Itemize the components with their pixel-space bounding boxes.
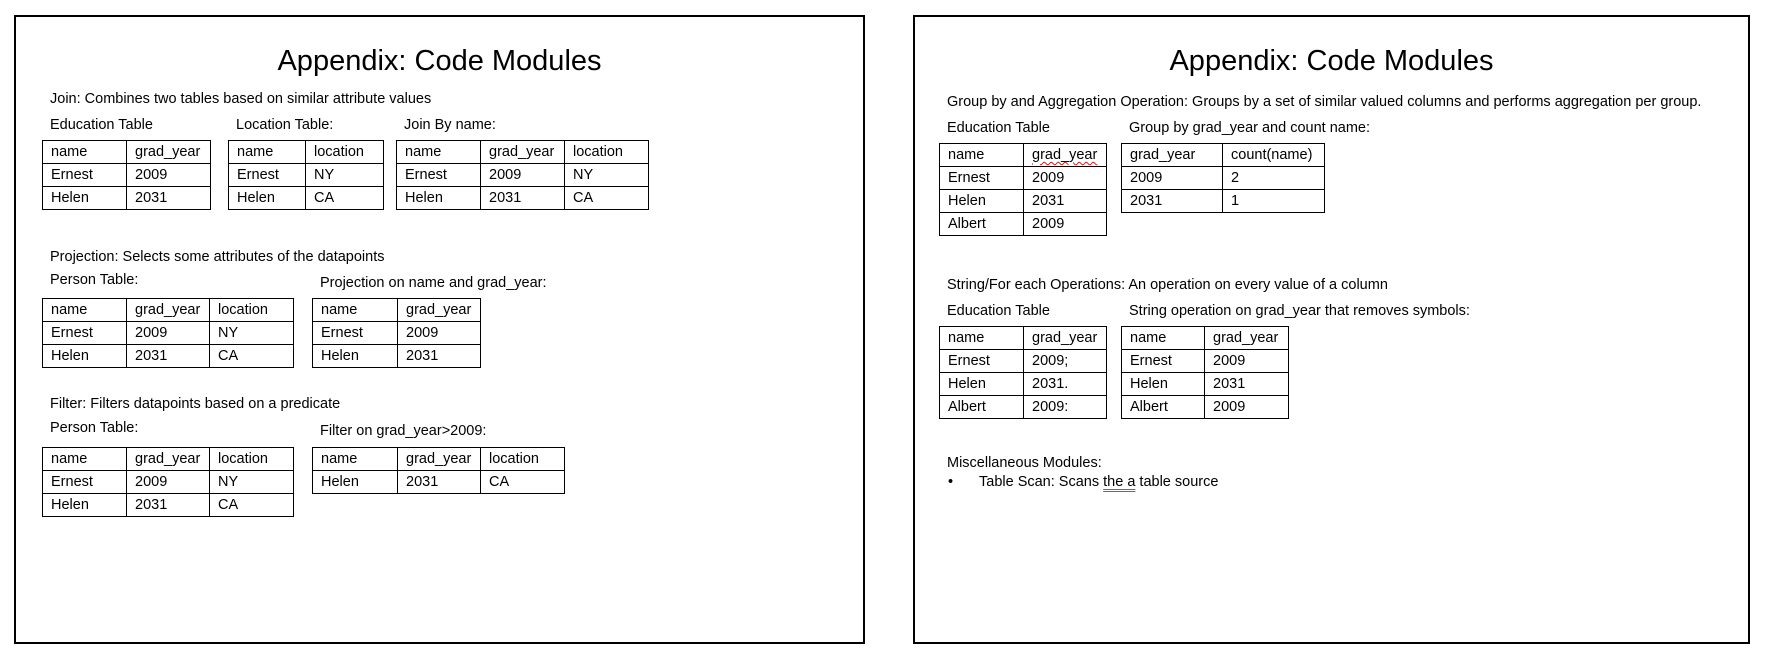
table-header-row (229, 141, 384, 164)
table-row (940, 396, 1107, 419)
table-header-cell: name (1122, 327, 1205, 350)
groupby-education-table (939, 143, 1107, 236)
table-cell: Ernest (940, 350, 1024, 373)
table-cell: 2009: (1024, 396, 1107, 419)
table-cell: 2009 (398, 322, 481, 345)
table-row (43, 322, 294, 345)
projection-person-table (42, 298, 294, 368)
table-cell: NY (210, 471, 294, 494)
table-cell: 2009 (127, 471, 210, 494)
table-row (313, 345, 481, 368)
location-table-label: Location Table: (236, 117, 334, 133)
table-cell: CA (565, 187, 649, 210)
table-header-row (313, 299, 481, 322)
table-cell: 2031 (127, 494, 210, 517)
table-cell: 2031 (1122, 190, 1223, 213)
table-cell: Ernest (43, 164, 127, 187)
join-caption: Join: Combines two tables based on similar attribute values (50, 91, 432, 107)
table-cell: Ernest (43, 322, 127, 345)
table-cell: 2009 (1205, 350, 1289, 373)
table-cell: Helen (43, 345, 127, 368)
table-cell: CA (481, 471, 565, 494)
table-row (940, 373, 1107, 396)
table-cell: Ernest (313, 322, 398, 345)
table-header-cell: location (306, 141, 384, 164)
person-table-label: Person Table: (50, 272, 139, 288)
table-header-row (397, 141, 649, 164)
table-row (229, 164, 384, 187)
projection-result-label: Projection on name and grad_year: (320, 275, 547, 291)
table-row (1122, 167, 1325, 190)
misc-heading: Miscellaneous Modules: (947, 455, 1102, 471)
table-row (1122, 396, 1289, 419)
table-header-row (43, 141, 211, 164)
table-header-row (1122, 327, 1289, 350)
table-row (43, 164, 211, 187)
education-table-label: Education Table (947, 303, 1050, 319)
table-row (940, 213, 1107, 236)
table-header-cell: grad_year (127, 141, 211, 164)
filter-result-label: Filter on grad_year>2009: (320, 423, 487, 439)
table-cell: NY (210, 322, 294, 345)
table-header-cell: grad_year (1122, 144, 1223, 167)
table-header-cell: name (43, 448, 127, 471)
table-header-cell: grad_year (481, 141, 565, 164)
table-cell: Albert (1122, 396, 1205, 419)
table-row (43, 471, 294, 494)
table-header-row (43, 448, 294, 471)
table-header-cell: name (43, 141, 127, 164)
table-header-cell: name (313, 448, 398, 471)
table-cell: 2031 (1024, 190, 1107, 213)
table-cell: 1 (1223, 190, 1325, 213)
table-header-cell: grad_year (1024, 327, 1107, 350)
string-result-table (1121, 326, 1289, 419)
table-header-row (1122, 144, 1325, 167)
table-row (1122, 190, 1325, 213)
table-cell: Helen (43, 494, 127, 517)
table-cell: 2 (1223, 167, 1325, 190)
join-location-table (228, 140, 384, 210)
table-cell: 2031 (127, 187, 211, 210)
join-result-table (396, 140, 649, 210)
table-row (940, 167, 1107, 190)
groupby-result-table (1121, 143, 1325, 213)
table-cell: NY (565, 164, 649, 187)
table-cell: Helen (940, 190, 1024, 213)
table-header-row (313, 448, 565, 471)
string-education-table (939, 326, 1107, 419)
filter-result-table (312, 447, 565, 494)
table-row (940, 190, 1107, 213)
table-row (1122, 373, 1289, 396)
table-header-cell: grad_year (1205, 327, 1289, 350)
table-row (43, 187, 211, 210)
misc-item-suffix: table source (1135, 474, 1219, 490)
table-cell: 2009 (127, 164, 211, 187)
table-cell: Ernest (43, 471, 127, 494)
table-cell: 2031 (398, 345, 481, 368)
table-header-cell: name (313, 299, 398, 322)
projection-result-table (312, 298, 481, 368)
table-cell: Ernest (940, 167, 1024, 190)
table-row (940, 350, 1107, 373)
table-cell: Ernest (397, 164, 481, 187)
table-cell: 2009 (1024, 213, 1107, 236)
table-row (1122, 350, 1289, 373)
table-cell: 2031. (1024, 373, 1107, 396)
table-header-cell: count(name) (1223, 144, 1325, 167)
slide-left (14, 15, 865, 644)
table-row (313, 322, 481, 345)
table-header-cell: location (565, 141, 649, 164)
table-header-cell: name (43, 299, 127, 322)
table-header-row (43, 299, 294, 322)
education-table-label: Education Table (947, 120, 1050, 136)
table-header-cell: location (210, 299, 294, 322)
education-table-label: Education Table (50, 117, 153, 133)
table-cell: 2009 (1205, 396, 1289, 419)
table-header-row (940, 327, 1107, 350)
table-cell: 2031 (127, 345, 210, 368)
table-cell: CA (306, 187, 384, 210)
table-header-cell: grad_year (1024, 144, 1107, 167)
table-cell: Helen (229, 187, 306, 210)
table-header-cell: grad_year (127, 448, 210, 471)
table-cell: 2009; (1024, 350, 1107, 373)
table-cell: Helen (1122, 373, 1205, 396)
misc-item-prefix: Table Scan: Scans (979, 474, 1104, 490)
table-cell: Helen (397, 187, 481, 210)
string-result-label: String operation on grad_year that removes symbols: (1129, 303, 1470, 319)
table-cell: 2031 (1205, 373, 1289, 396)
slide-right (913, 15, 1750, 644)
string-caption: String/For each Operations: An operation on every value of a column (947, 277, 1388, 293)
table-cell: Ernest (1122, 350, 1205, 373)
table-cell: Helen (313, 345, 398, 368)
filter-caption: Filter: Filters datapoints based on a predicate (50, 396, 341, 412)
table-row (229, 187, 384, 210)
table-header-cell: location (481, 448, 565, 471)
table-cell: Albert (940, 396, 1024, 419)
table-header-cell: name (940, 144, 1024, 167)
misc-item-table-scan (979, 473, 1218, 491)
table-header-row (940, 144, 1107, 167)
bullet-marker: • (948, 474, 954, 490)
table-header-cell: grad_year (398, 448, 481, 471)
table-cell: Ernest (229, 164, 306, 187)
table-cell: 2009 (127, 322, 210, 345)
table-header-cell: location (210, 448, 294, 471)
slide-title: Appendix: Code Modules (277, 45, 602, 77)
table-header-cell: name (397, 141, 481, 164)
person-table-label: Person Table: (50, 420, 139, 436)
table-cell: 2009 (481, 164, 565, 187)
table-cell: 2031 (398, 471, 481, 494)
table-cell: Helen (43, 187, 127, 210)
table-header-cell: name (940, 327, 1024, 350)
table-cell: Albert (940, 213, 1024, 236)
table-row (397, 164, 649, 187)
table-row (43, 494, 294, 517)
join-result-label: Join By name: (404, 117, 496, 133)
table-header-cell: name (229, 141, 306, 164)
table-row (43, 345, 294, 368)
table-cell: CA (210, 494, 294, 517)
misc-item-marked-text: the a (1103, 474, 1136, 490)
groupby-result-label: Group by grad_year and count name: (1129, 120, 1371, 136)
table-cell: 2009 (1122, 167, 1223, 190)
table-cell: CA (210, 345, 294, 368)
table-cell: NY (306, 164, 384, 187)
table-cell: Helen (940, 373, 1024, 396)
table-header-cell: grad_year (127, 299, 210, 322)
groupby-caption: Group by and Aggregation Operation: Groups by a set of similar valued columns and performs aggregation per group. (947, 94, 1702, 110)
table-cell: Helen (313, 471, 398, 494)
join-education-table (42, 140, 211, 210)
slide-title: Appendix: Code Modules (1169, 45, 1494, 77)
table-row (313, 471, 565, 494)
filter-person-table (42, 447, 294, 517)
table-row (397, 187, 649, 210)
table-cell: 2009 (1024, 167, 1107, 190)
table-cell: 2031 (481, 187, 565, 210)
table-header-cell: grad_year (398, 299, 481, 322)
projection-caption: Projection: Selects some attributes of the datapoints (50, 249, 385, 265)
